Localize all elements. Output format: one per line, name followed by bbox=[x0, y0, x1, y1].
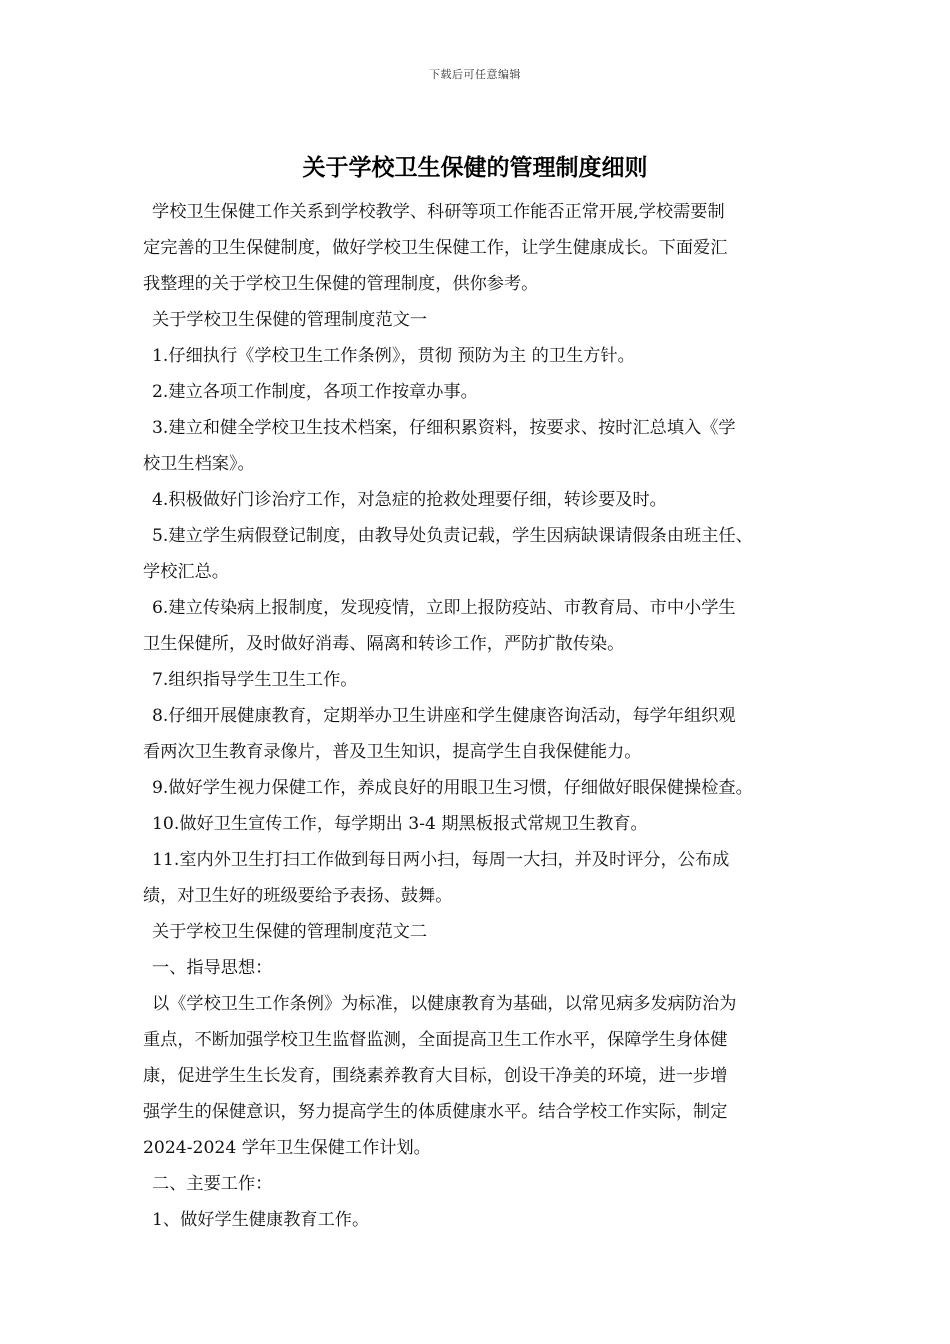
list-item: 8.仔细开展健康教育，定期举办卫生讲座和学生健康咨询活动，每学年组织观 bbox=[152, 706, 736, 726]
body-line: 强学生的保健意识，努力提高学生的体质健康水平。结合学校工作实际，制定 bbox=[143, 1102, 728, 1122]
body-line: 以《学校卫生工作条例》为标准，以健康教育为基础，以常见病多发病防治为 bbox=[152, 994, 737, 1014]
list-item: 1.仔细执行《学校卫生工作条例》，贯彻 预防为主 的卫生方针。 bbox=[152, 346, 635, 366]
section-heading: 关于学校卫生保健的管理制度范文二 bbox=[152, 922, 428, 942]
list-item: 7.组织指导学生卫生工作。 bbox=[152, 670, 358, 690]
body-line: 学校卫生保健工作关系到学校教学、科研等项工作能否正常开展,学校需要制 bbox=[152, 202, 725, 222]
body-line: 康，促进学生生长发育，围绕素养教育大目标，创设干净美的环境，进一步增 bbox=[143, 1066, 728, 1086]
list-item-continuation: 绩，对卫生好的班级要给予表扬、鼓舞。 bbox=[143, 886, 453, 906]
list-item: 2.建立各项工作制度，各项工作按章办事。 bbox=[152, 382, 478, 402]
list-item-continuation: 看两次卫生教育录像片，普及卫生知识，提高学生自我保健能力。 bbox=[143, 742, 642, 762]
list-item: 5.建立学生病假登记制度，由教导处负责记载，学生因病缺课请假条由班主任、 bbox=[152, 526, 753, 546]
subsection-heading: 二、主要工作： bbox=[152, 1174, 273, 1194]
body-line: 我整理的关于学校卫生保健的管理制度，供你参考。 bbox=[143, 274, 539, 294]
body-line: 2024-2024 学年卫生保健工作计划。 bbox=[143, 1138, 431, 1158]
list-item-continuation: 学校汇总。 bbox=[143, 562, 229, 582]
list-item-continuation: 校卫生档案》。 bbox=[143, 454, 255, 474]
list-item: 11.室内外卫生打扫工作做到每日两小扫，每周一大扫，并及时评分，公布成 bbox=[152, 850, 730, 870]
header-watermark: 下载后可任意编辑 bbox=[429, 68, 521, 81]
list-item: 3.建立和健全学校卫生技术档案，仔细积累资料，按要求、按时汇总填入《学 bbox=[152, 418, 736, 438]
list-item: 10.做好卫生宣传工作，每学期出 3-4 期黑板报式常规卫生教育。 bbox=[152, 814, 648, 834]
subsection-heading: 一、指导思想： bbox=[152, 958, 273, 978]
list-item: 6.建立传染病上报制度，发现疫情，立即上报防疫站、市教育局、市中小学生 bbox=[152, 598, 736, 618]
body-line: 定完善的卫生保健制度，做好学校卫生保健工作，让学生健康成长。下面爱汇 bbox=[143, 238, 728, 258]
document-title: 关于学校卫生保健的管理制度细则 bbox=[302, 155, 648, 181]
list-item-continuation: 卫生保健所，及时做好消毒、隔离和转诊工作，严防扩散传染。 bbox=[143, 634, 625, 654]
list-item: 9.做好学生视力保健工作，养成良好的用眼卫生习惯，仔细做好眼保健操检查。 bbox=[152, 778, 753, 798]
list-item: 1、做好学生健康教育工作。 bbox=[152, 1210, 370, 1230]
list-item: 4.积极做好门诊治疗工作，对急症的抢救处理要仔细，转诊要及时。 bbox=[152, 490, 667, 510]
section-heading: 关于学校卫生保健的管理制度范文一 bbox=[152, 310, 428, 330]
body-line: 重点，不断加强学校卫生监督监测，全面提高卫生工作水平，保障学生身体健 bbox=[143, 1030, 728, 1050]
document-body bbox=[143, 194, 831, 1238]
